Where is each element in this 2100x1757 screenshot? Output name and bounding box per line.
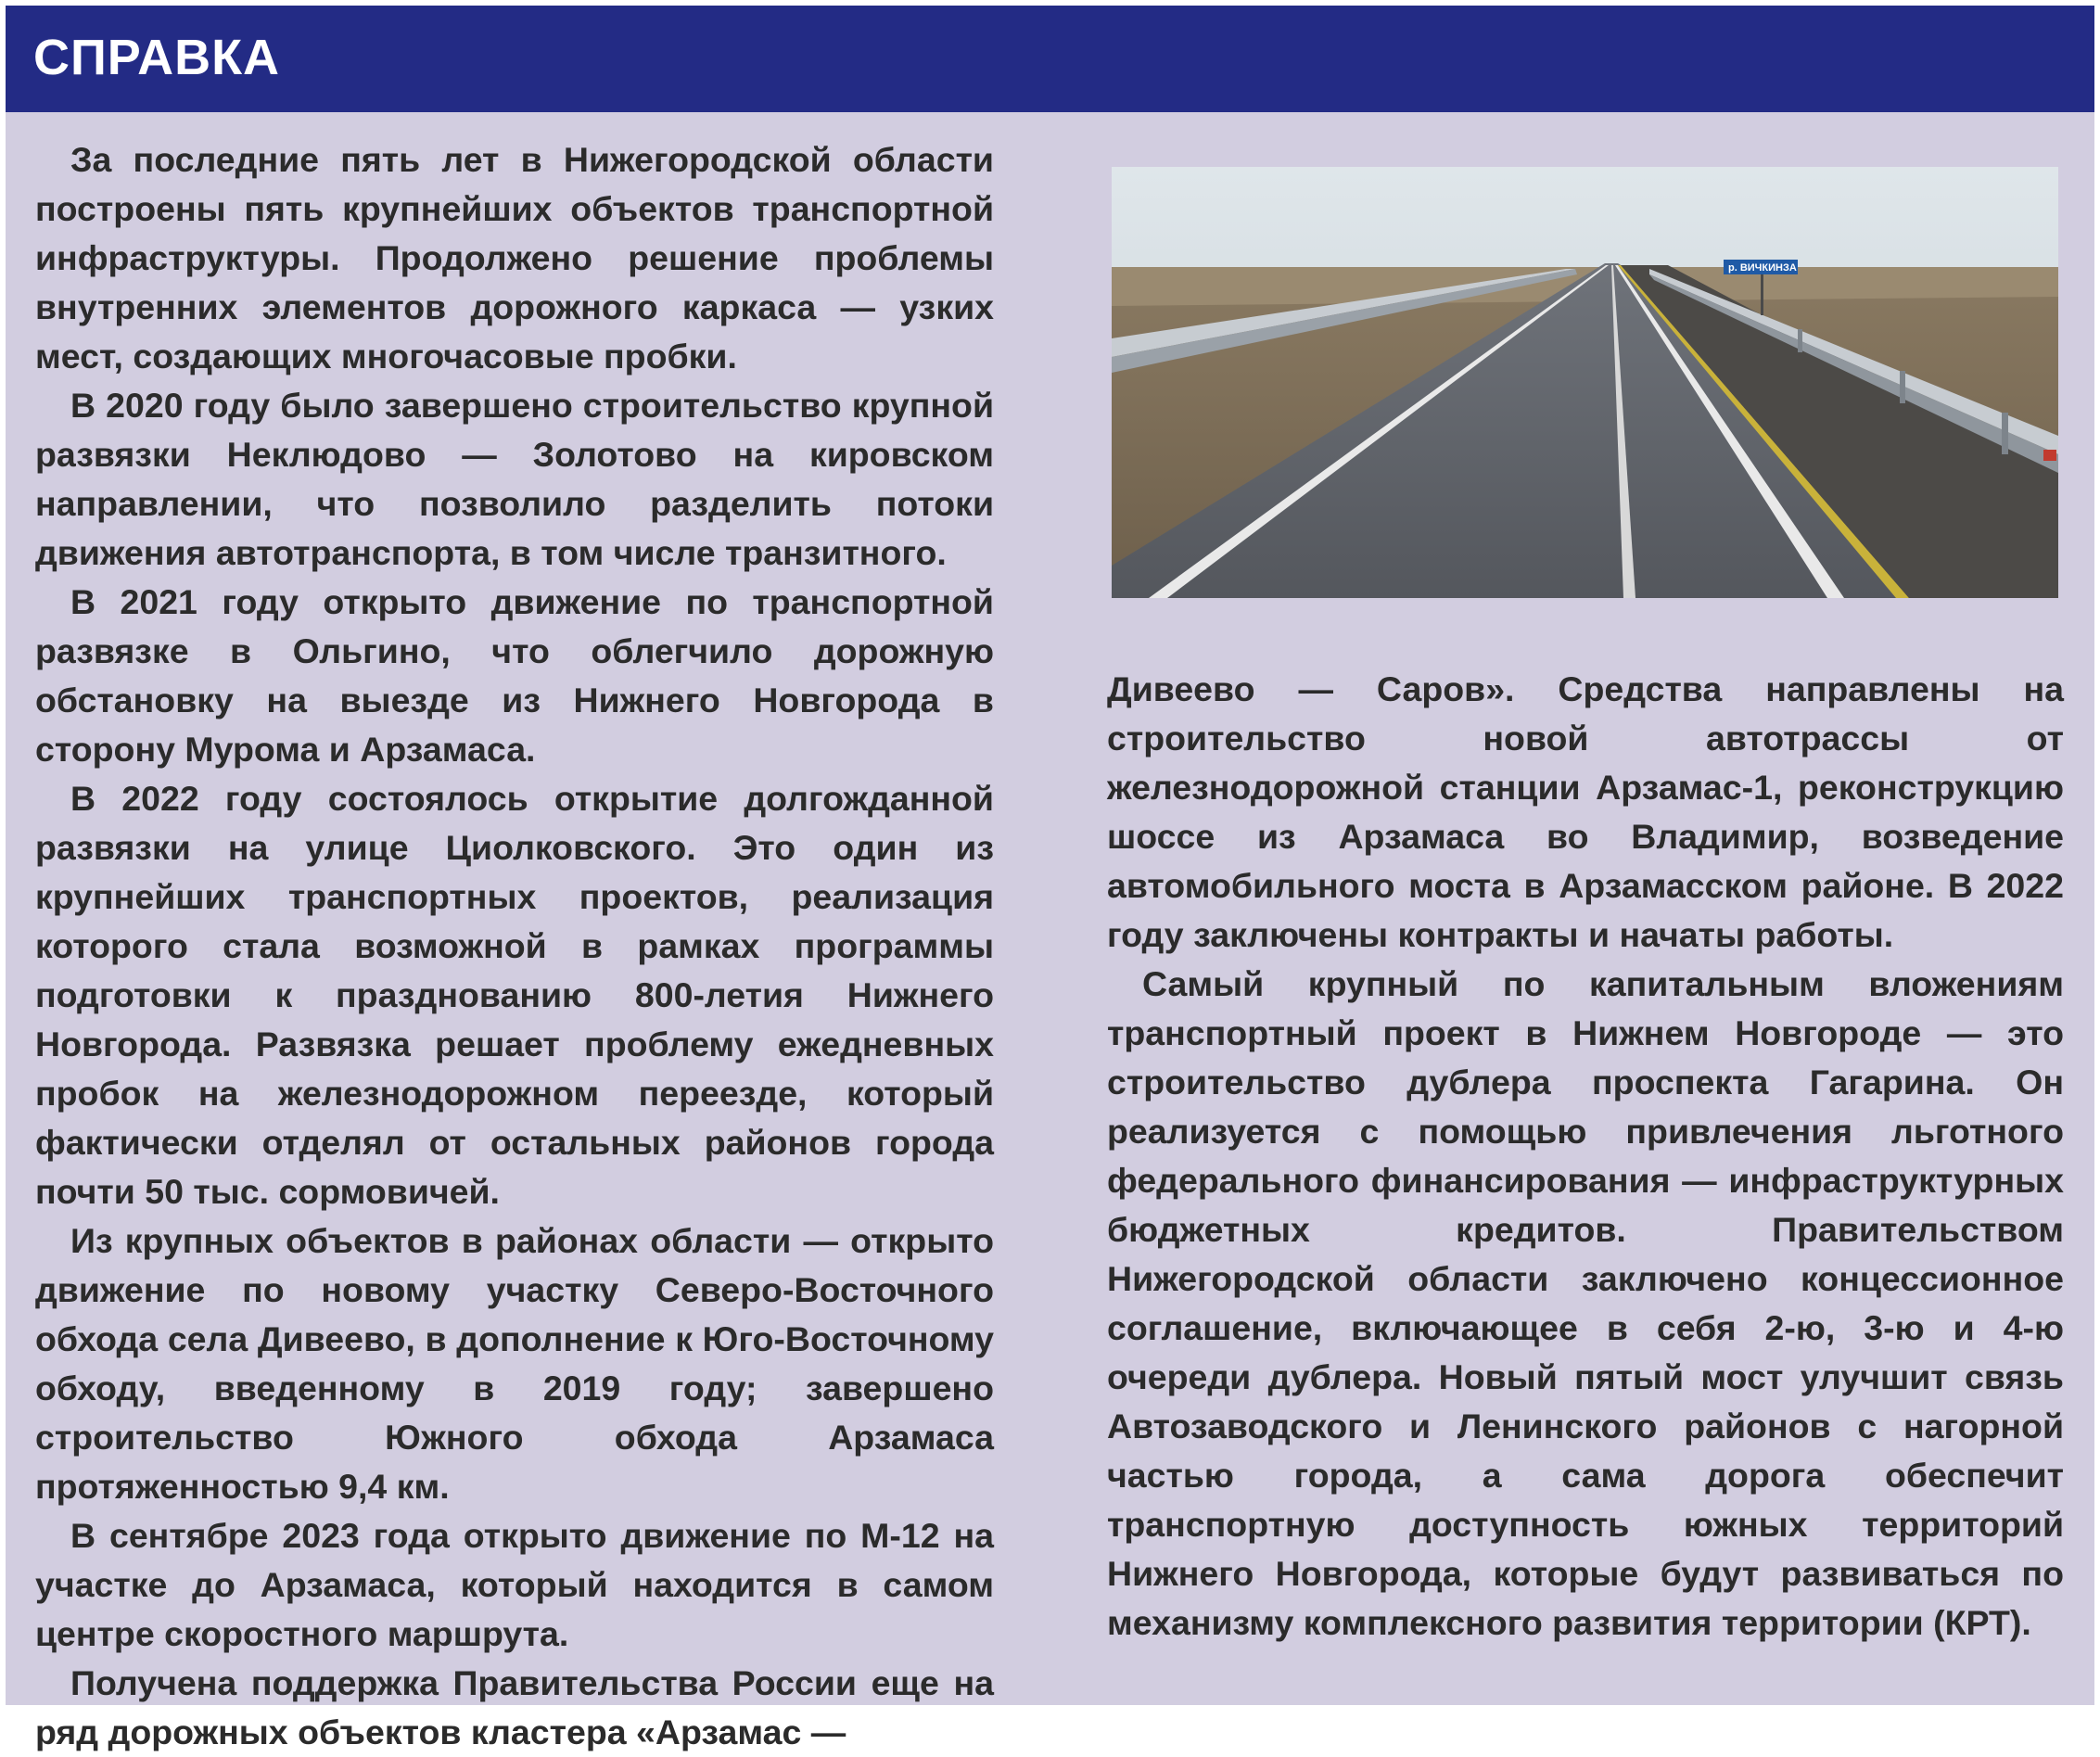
paragraph: В 2021 году открыто движение по транспортной развязке в Ольгино, что облегчило дорожную обстановку на выезде из Нижнего Новгорода в сторону Мурома и Арзамаса. [35, 582, 994, 769]
paragraph: Самый крупный по капитальным вложениям транспортный проект в Нижнем Новгороде — это строительство дублера проспекта Гагарина. Он реализуется с помощью привлечения льготного федерального финансирования — инфраструктурных бюджетных кредитов. Правительством Нижегородской области заключено концессионное соглашение, включающее в себя 2-ю, 3-ю и 4-ю очереди дублера. Новый пятый мост улучшит связь Автозаводского и Ленинского районов с нагорной частью города, а сама дорога обеспечит транспортную доступность южных территорий Нижнего Новгорода, которые будут развиваться по механизму комплексного развития территории (КРТ). [1107, 964, 2064, 1642]
paragraph: Получена поддержка Правительства России еще на ряд дорожных объектов кластера «Арзамас — [35, 1663, 994, 1751]
paragraph: В 2020 году было завершено строительство крупной развязки Неклюдово — Золотово на кировском направлении, что позволило разделить потоки движения автотранспорта, в том числе транзитного. [35, 386, 994, 572]
left-text-column [35, 135, 994, 1757]
paragraph: В сентябре 2023 года открыто движение по М-12 на участке до Арзамаса, который находится в самом центре скоростного маршрута. [35, 1516, 994, 1653]
paragraph: Дивеево — Саров». Средства направлены на строительство новой автотрассы от железнодорожной станции Арзамас-1, реконструкцию шоссе из Арзамаса во Владимир, возведение автомобильного моста в Арзамасском районе. В 2022 году заключены контракты и начаты работы. [1107, 669, 2064, 954]
page-title: СПРАВКА [33, 30, 281, 85]
header-bar [6, 6, 2094, 112]
paragraph: В 2022 году состоялось открытие долгожданной развязки на улице Циолковского. Это один из крупнейших транспортных проектов, реализация которого стала возможной в рамках программы подготовки к празднованию 800-летия Нижнего Новгорода. Развязка решает проблему ежедневных пробок на железнодорожном переезде, который фактически отделял от остальных районов города почти 50 тыс. сормовичей. [35, 779, 994, 1211]
paragraph: Из крупных объектов в районах области — открыто движение по новому участку Северо-Восточного обхода села Дивеево, в дополнение к Юго-Восточному обходу, введенному в 2019 году; завершено строительство Южного обхода Арзамаса протяженностью 9,4 км. [35, 1221, 994, 1506]
road-photo [1112, 167, 2058, 598]
road-sign-text: р. ВИЧКИНЗА [1728, 262, 1797, 274]
paragraph: За последние пять лет в Нижегородской области построены пять крупнейших объектов транспортной инфраструктуры. Продолжено решение проблемы внутренних элементов дорожного каркаса — узких мест, создающих многочасовые пробки. [35, 140, 994, 376]
right-text-column [1107, 665, 2064, 1648]
